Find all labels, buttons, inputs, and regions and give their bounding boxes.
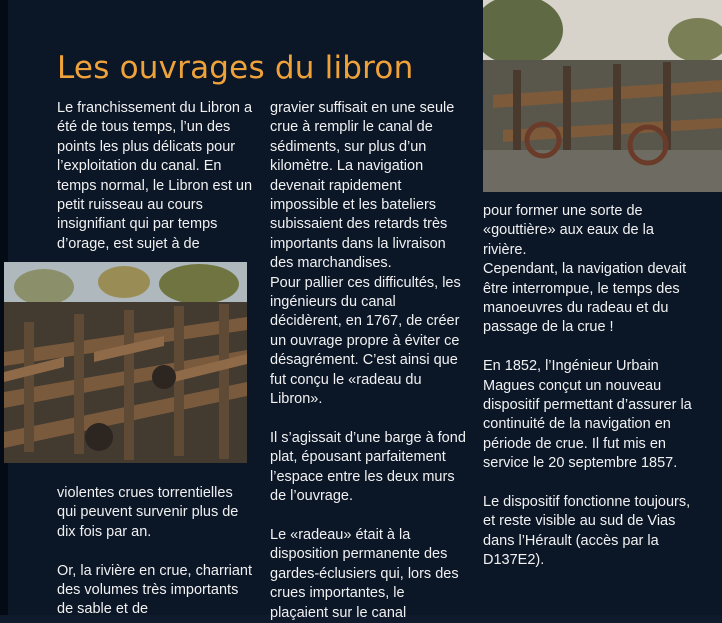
paragraph: violentes crues torrentielles qui peuvent survenir plus de dix fois par an. xyxy=(57,485,239,540)
photo-rusted-barge-left xyxy=(4,262,247,463)
photo-rusted-barge-right xyxy=(483,0,722,192)
paragraph: gravier suffisait en une seule crue à remplir le canal de sédiments, sur plus d’un kilomètre. La navigation devenait rapidement impossible et les bateliers subissaient des retards très importants dans la livraison des marchandises. Pour pallier ces difficultés, les ingénieurs du canal décidèrent, en 1767, de créer un ouvrage propre à éviter ce désagrément. C’est ainsi que fut conçu le «radeau du Libron». xyxy=(270,100,461,408)
column-2-text xyxy=(270,99,466,623)
paragraph: Il s’agissait d’une barge à fond plat, épousant parfaitement l’espace entre les deux murs de l’ouvrage. xyxy=(270,429,466,505)
paragraph: Or, la rivière en crue, charriant des volumes très importants de sable et de xyxy=(57,562,253,618)
column-1-top-text xyxy=(57,99,253,254)
paragraph: Le dispositif fonctionne toujours, et reste visible au sud de Vias dans l’Hérault (accès par la D137E2). xyxy=(483,494,691,569)
column-3-text xyxy=(483,202,697,571)
paragraph: pour former une sorte de «gouttière» aux eaux de la rivière. Cependant, la navigation devait être interrompue, le temps des manoeuvres du radeau et du passage de la crue ! xyxy=(483,203,687,336)
column-1-bottom-text xyxy=(57,484,253,620)
page-title: Les ouvrages du libron xyxy=(57,50,414,86)
paragraph: Le franchissement du Libron a été de tous temps, l’un des points les plus délicats pour l’exploitation du canal. En temps normal, le Libron est un petit ruisseau au cours insignifiant qui par temps d’orage, est sujet à de xyxy=(57,100,253,252)
paragraph: Le «radeau» était à la disposition permanente des gardes-éclusiers qui, lors des crues importantes, le plaçaient sur le canal xyxy=(270,526,459,621)
paragraph: En 1852, l’Ingénieur Urbain Magues conçut un nouveau dispositif permettant d’assurer la continuité de la navigation en période de crue. Il fut mis en service le 20 septembre 1857. xyxy=(483,358,692,472)
